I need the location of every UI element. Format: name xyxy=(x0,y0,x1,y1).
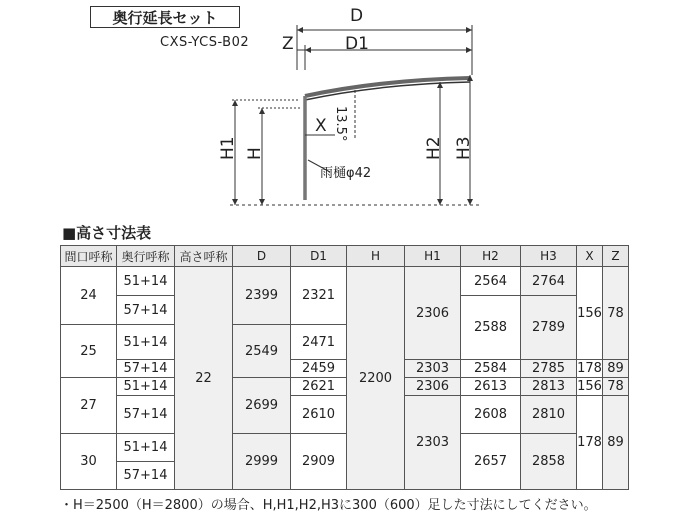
depth-cell: 57+14 xyxy=(117,396,175,434)
dim-label-D: D xyxy=(350,6,364,26)
footnote: ・H＝2500（H＝2800）の場合、H,H1,H2,H3に300（600）足した寸法にしてください。 xyxy=(60,498,597,513)
d1-cell: 2610 xyxy=(291,396,347,434)
d1-cell: 2459 xyxy=(291,360,347,378)
z-cell: 89 xyxy=(603,360,629,378)
height-name-cell: 22 xyxy=(175,267,233,490)
depth-cell: 51+14 xyxy=(117,267,175,296)
d-cell: 2399 xyxy=(233,267,291,325)
height-dimension-table xyxy=(60,245,629,490)
depth-cell: 57+14 xyxy=(117,462,175,490)
h3-cell: 2858 xyxy=(521,434,577,490)
header-cell: Z xyxy=(603,246,629,267)
header-cell: H xyxy=(347,246,405,267)
dim-label-H: H xyxy=(245,147,265,160)
dim-label-angle: 13.5° xyxy=(333,106,348,142)
depth-cell: 51+14 xyxy=(117,325,175,360)
h3-cell: 2789 xyxy=(521,296,577,360)
h2-cell: 2613 xyxy=(461,378,521,396)
model-number: CXS-YCS-B02 xyxy=(160,35,250,50)
gutter-label: 雨樋φ42 xyxy=(320,166,372,181)
z-cell: 78 xyxy=(603,267,629,360)
width-cell: 27 xyxy=(61,378,117,434)
d-cell: 2999 xyxy=(233,434,291,490)
d1-cell: 2321 xyxy=(291,267,347,325)
dim-label-H3: H3 xyxy=(454,136,474,160)
header-cell: H3 xyxy=(521,246,577,267)
table-row xyxy=(61,360,629,378)
h1-cell: 2306 xyxy=(405,378,461,396)
header-cell: X xyxy=(577,246,603,267)
width-cell: 25 xyxy=(61,325,117,378)
depth-cell: 51+14 xyxy=(117,434,175,462)
product-title-text: 奥行延長セット xyxy=(112,8,218,27)
d1-cell: 2909 xyxy=(291,434,347,490)
header-cell: D1 xyxy=(291,246,347,267)
h3-cell: 2764 xyxy=(521,267,577,296)
x-cell: 178 xyxy=(577,361,602,376)
d1-cell: 2621 xyxy=(291,378,347,396)
dim-label-H2: H2 xyxy=(424,136,444,160)
d-cell: 2549 xyxy=(233,325,291,378)
h2-cell: 2564 xyxy=(461,267,521,296)
h1-cell: 2303 xyxy=(405,396,461,490)
header-cell: 高さ呼称 xyxy=(175,246,233,267)
h3-cell: 2810 xyxy=(521,396,577,434)
table-row xyxy=(61,267,629,296)
depth-cell: 51+14 xyxy=(117,378,175,396)
z-cell: 89 xyxy=(603,396,629,490)
h1-cell: 2306 xyxy=(405,267,461,360)
width-cell: 24 xyxy=(61,267,117,325)
h2-cell: 2588 xyxy=(461,296,521,360)
h2-cell: 2584 xyxy=(461,360,521,378)
d1-cell: 2471 xyxy=(291,325,347,360)
dim-label-D1: D1 xyxy=(345,34,369,54)
h3-cell: 2813 xyxy=(521,378,577,396)
table-row xyxy=(61,396,629,434)
dim-label-H1: H1 xyxy=(218,136,238,160)
h3-cell: 2785 xyxy=(521,360,577,378)
d-cell: 2699 xyxy=(233,378,291,434)
header-cell: H2 xyxy=(461,246,521,267)
x-cell: 178 xyxy=(577,396,603,490)
dim-label-X: X xyxy=(315,116,327,136)
table-row xyxy=(61,378,629,396)
h2-cell: 2608 xyxy=(461,396,521,434)
h2-cell: 2657 xyxy=(461,434,521,490)
table-section-title: ■高さ寸法表 xyxy=(62,224,152,242)
depth-cell: 57+14 xyxy=(117,296,175,325)
x-cell: 156 xyxy=(577,379,602,394)
h1-cell: 2303 xyxy=(405,360,461,378)
table-row xyxy=(61,434,629,462)
dim-label-Z: Z xyxy=(282,34,294,54)
depth-cell: 57+14 xyxy=(117,360,175,378)
h-cell: 2200 xyxy=(347,267,405,490)
table-header-row xyxy=(61,246,629,267)
header-cell: D xyxy=(233,246,291,267)
header-cell: H1 xyxy=(405,246,461,267)
header-cell: 間口呼称 xyxy=(61,246,117,267)
x-cell: 156 xyxy=(577,267,603,360)
header-cell: 奥行呼称 xyxy=(117,246,175,267)
z-cell: 78 xyxy=(603,378,629,396)
side-view-diagram xyxy=(0,0,700,215)
width-cell: 30 xyxy=(61,434,117,490)
